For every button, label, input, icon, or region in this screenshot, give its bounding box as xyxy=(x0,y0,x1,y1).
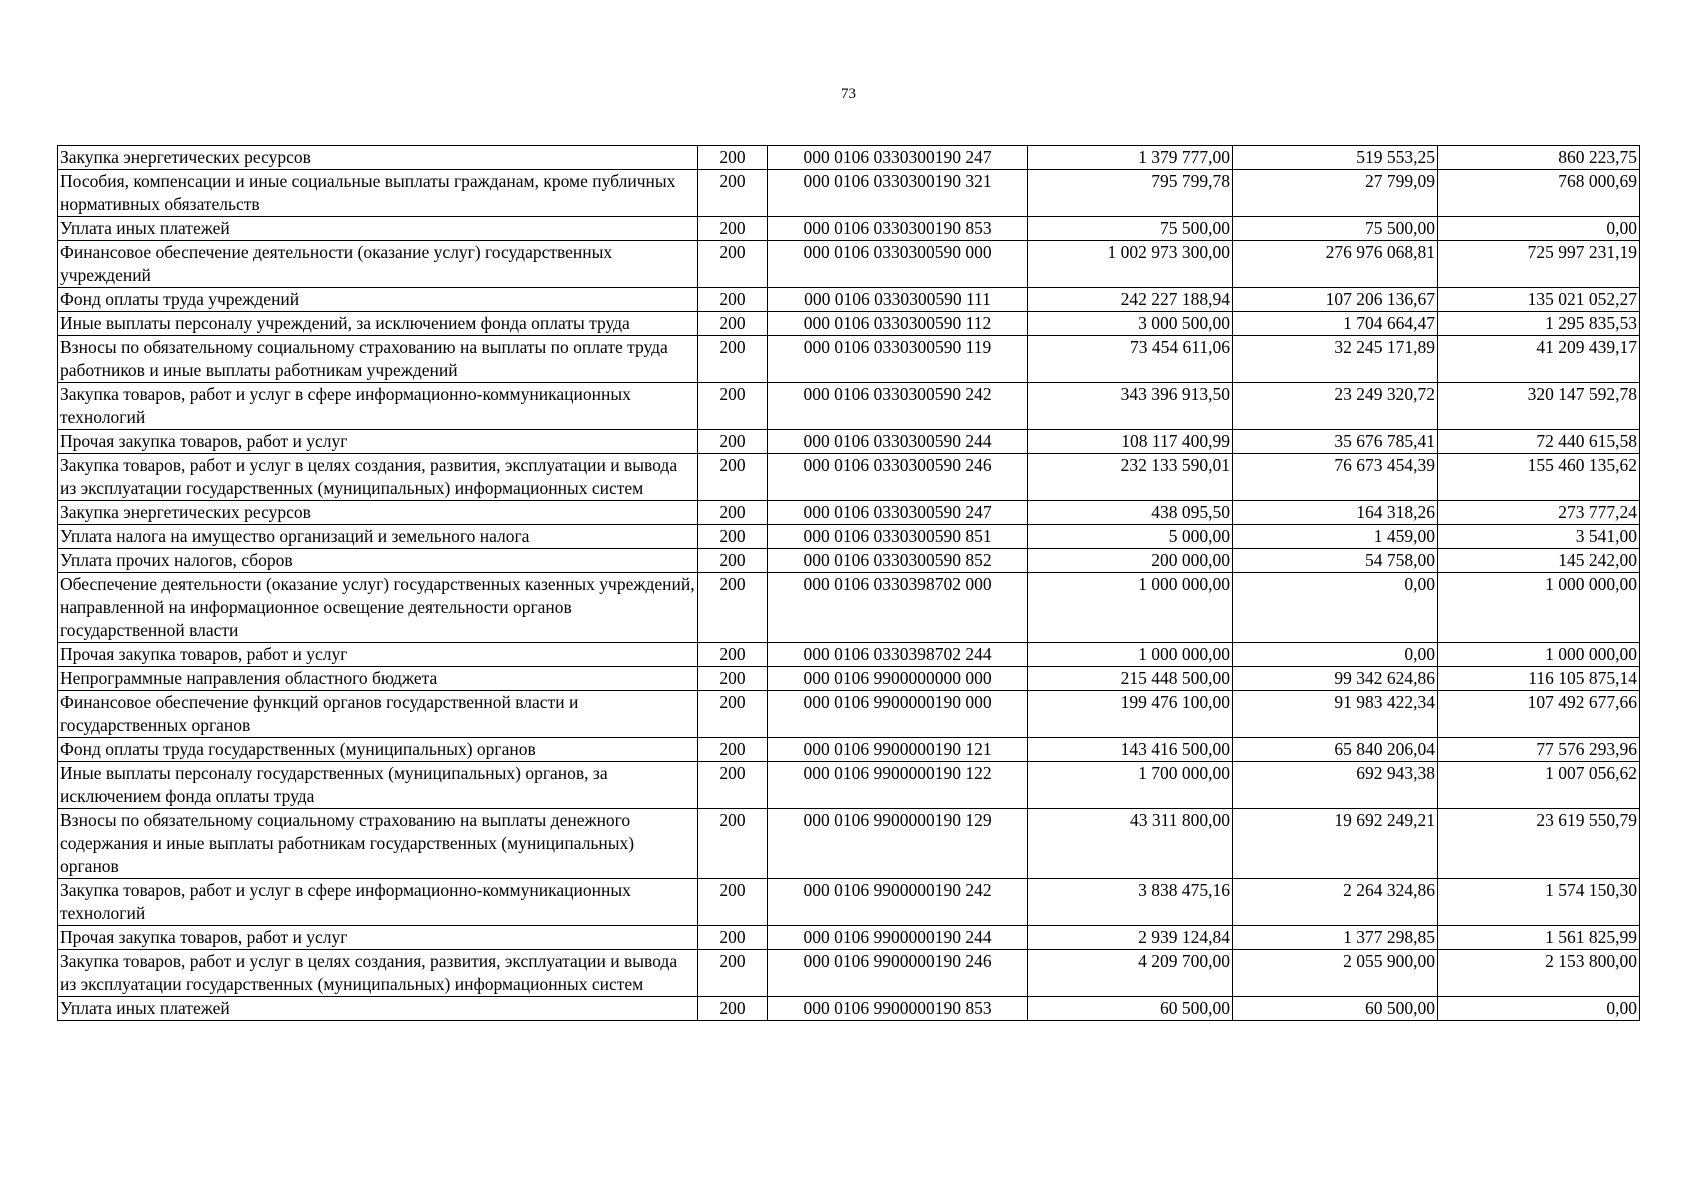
table-row xyxy=(58,691,1640,738)
row-classification: 000 0106 9900000000 000 xyxy=(768,667,1028,691)
budget-table xyxy=(57,145,1640,1021)
row-plan-amount: 232 133 590,01 xyxy=(1028,454,1233,501)
row-plan-amount: 1 000 000,00 xyxy=(1028,643,1233,667)
row-code: 200 xyxy=(698,170,768,217)
row-code: 200 xyxy=(698,217,768,241)
row-name: Непрограммные направления областного бюджета xyxy=(58,667,698,691)
row-remainder-amount: 3 541,00 xyxy=(1438,525,1640,549)
row-classification: 000 0106 0330300590 852 xyxy=(768,549,1028,573)
table-row xyxy=(58,336,1640,383)
table-row xyxy=(58,879,1640,926)
row-executed-amount: 19 692 249,21 xyxy=(1233,809,1438,879)
row-classification: 000 0106 9900000190 122 xyxy=(768,762,1028,809)
row-name: Прочая закупка товаров, работ и услуг xyxy=(58,926,698,950)
row-name: Иные выплаты персоналу учреждений, за исключением фонда оплаты труда xyxy=(58,312,698,336)
row-executed-amount: 1 377 298,85 xyxy=(1233,926,1438,950)
table-row xyxy=(58,549,1640,573)
row-code: 200 xyxy=(698,879,768,926)
table-row xyxy=(58,738,1640,762)
row-remainder-amount: 145 242,00 xyxy=(1438,549,1640,573)
row-plan-amount: 438 095,50 xyxy=(1028,501,1233,525)
row-code: 200 xyxy=(698,241,768,288)
table-row xyxy=(58,241,1640,288)
row-remainder-amount: 1 000 000,00 xyxy=(1438,573,1640,643)
row-name: Взносы по обязательному социальному страхованию на выплаты денежного содержания и иные выплаты работникам государственных (муниципальных) органов xyxy=(58,809,698,879)
row-code: 200 xyxy=(698,573,768,643)
row-remainder-amount: 23 619 550,79 xyxy=(1438,809,1640,879)
row-name: Прочая закупка товаров, работ и услуг xyxy=(58,643,698,667)
row-plan-amount: 108 117 400,99 xyxy=(1028,430,1233,454)
row-code: 200 xyxy=(698,525,768,549)
row-code: 200 xyxy=(698,926,768,950)
row-remainder-amount: 860 223,75 xyxy=(1438,146,1640,170)
row-classification: 000 0106 0330300590 244 xyxy=(768,430,1028,454)
row-plan-amount: 215 448 500,00 xyxy=(1028,667,1233,691)
row-classification: 000 0106 0330300590 000 xyxy=(768,241,1028,288)
row-plan-amount: 199 476 100,00 xyxy=(1028,691,1233,738)
table-row xyxy=(58,667,1640,691)
row-executed-amount: 0,00 xyxy=(1233,573,1438,643)
row-code: 200 xyxy=(698,312,768,336)
row-plan-amount: 2 939 124,84 xyxy=(1028,926,1233,950)
row-name: Пособия, компенсации и иные социальные выплаты гражданам, кроме публичных нормативных обязательств xyxy=(58,170,698,217)
table-row xyxy=(58,926,1640,950)
row-executed-amount: 27 799,09 xyxy=(1233,170,1438,217)
row-executed-amount: 99 342 624,86 xyxy=(1233,667,1438,691)
row-name: Взносы по обязательному социальному страхованию на выплаты по оплате труда работников и иные выплаты работникам учреждений xyxy=(58,336,698,383)
row-executed-amount: 32 245 171,89 xyxy=(1233,336,1438,383)
row-plan-amount: 5 000,00 xyxy=(1028,525,1233,549)
row-classification: 000 0106 0330300190 247 xyxy=(768,146,1028,170)
row-executed-amount: 76 673 454,39 xyxy=(1233,454,1438,501)
row-name: Закупка товаров, работ и услуг в целях создания, развития, эксплуатации и вывода из эксплуатации государственных (муниципальных) информационных систем xyxy=(58,950,698,997)
row-plan-amount: 200 000,00 xyxy=(1028,549,1233,573)
row-code: 200 xyxy=(698,146,768,170)
row-remainder-amount: 72 440 615,58 xyxy=(1438,430,1640,454)
row-remainder-amount: 135 021 052,27 xyxy=(1438,288,1640,312)
row-code: 200 xyxy=(698,336,768,383)
row-plan-amount: 143 416 500,00 xyxy=(1028,738,1233,762)
row-plan-amount: 43 311 800,00 xyxy=(1028,809,1233,879)
row-name: Закупка товаров, работ и услуг в сфере информационно-коммуникационных технологий xyxy=(58,383,698,430)
row-executed-amount: 276 976 068,81 xyxy=(1233,241,1438,288)
row-classification: 000 0106 9900000190 246 xyxy=(768,950,1028,997)
row-plan-amount: 3 838 475,16 xyxy=(1028,879,1233,926)
row-classification: 000 0106 9900000190 853 xyxy=(768,997,1028,1021)
row-executed-amount: 1 459,00 xyxy=(1233,525,1438,549)
row-remainder-amount: 116 105 875,14 xyxy=(1438,667,1640,691)
row-name: Закупка товаров, работ и услуг в целях создания, развития, эксплуатации и вывода из эксплуатации государственных (муниципальных) информационных систем xyxy=(58,454,698,501)
table-row xyxy=(58,170,1640,217)
row-plan-amount: 60 500,00 xyxy=(1028,997,1233,1021)
row-classification: 000 0106 0330300590 119 xyxy=(768,336,1028,383)
row-classification: 000 0106 0330300590 246 xyxy=(768,454,1028,501)
row-remainder-amount: 1 574 150,30 xyxy=(1438,879,1640,926)
row-code: 200 xyxy=(698,501,768,525)
page-number: 73 xyxy=(841,86,856,102)
row-executed-amount: 35 676 785,41 xyxy=(1233,430,1438,454)
row-name: Закупка товаров, работ и услуг в сфере информационно-коммуникационных технологий xyxy=(58,879,698,926)
row-plan-amount: 1 700 000,00 xyxy=(1028,762,1233,809)
row-remainder-amount: 320 147 592,78 xyxy=(1438,383,1640,430)
row-remainder-amount: 107 492 677,66 xyxy=(1438,691,1640,738)
row-remainder-amount: 1 561 825,99 xyxy=(1438,926,1640,950)
row-remainder-amount: 768 000,69 xyxy=(1438,170,1640,217)
row-executed-amount: 91 983 422,34 xyxy=(1233,691,1438,738)
row-name: Уплата иных платежей xyxy=(58,997,698,1021)
row-name: Финансовое обеспечение деятельности (оказание услуг) государственных учреждений xyxy=(58,241,698,288)
row-name: Прочая закупка товаров, работ и услуг xyxy=(58,430,698,454)
row-remainder-amount: 1 000 000,00 xyxy=(1438,643,1640,667)
table-row xyxy=(58,762,1640,809)
row-plan-amount: 1 000 000,00 xyxy=(1028,573,1233,643)
row-classification: 000 0106 9900000190 244 xyxy=(768,926,1028,950)
row-code: 200 xyxy=(698,691,768,738)
row-code: 200 xyxy=(698,738,768,762)
table-row xyxy=(58,997,1640,1021)
row-code: 200 xyxy=(698,643,768,667)
row-executed-amount: 519 553,25 xyxy=(1233,146,1438,170)
row-code: 200 xyxy=(698,762,768,809)
row-name: Уплата иных платежей xyxy=(58,217,698,241)
row-plan-amount: 1 002 973 300,00 xyxy=(1028,241,1233,288)
row-remainder-amount: 1 295 835,53 xyxy=(1438,312,1640,336)
row-executed-amount: 2 264 324,86 xyxy=(1233,879,1438,926)
row-plan-amount: 242 227 188,94 xyxy=(1028,288,1233,312)
row-executed-amount: 23 249 320,72 xyxy=(1233,383,1438,430)
row-executed-amount: 692 943,38 xyxy=(1233,762,1438,809)
table-row xyxy=(58,430,1640,454)
table-row xyxy=(58,950,1640,997)
row-executed-amount: 2 055 900,00 xyxy=(1233,950,1438,997)
row-code: 200 xyxy=(698,997,768,1021)
row-classification: 000 0106 0330300590 242 xyxy=(768,383,1028,430)
row-classification: 000 0106 0330300590 851 xyxy=(768,525,1028,549)
row-name: Уплата прочих налогов, сборов xyxy=(58,549,698,573)
row-remainder-amount: 0,00 xyxy=(1438,997,1640,1021)
row-executed-amount: 60 500,00 xyxy=(1233,997,1438,1021)
row-name: Фонд оплаты труда государственных (муниципальных) органов xyxy=(58,738,698,762)
row-code: 200 xyxy=(698,454,768,501)
table-row xyxy=(58,501,1640,525)
row-classification: 000 0106 0330300590 247 xyxy=(768,501,1028,525)
row-classification: 000 0106 0330300190 853 xyxy=(768,217,1028,241)
row-executed-amount: 107 206 136,67 xyxy=(1233,288,1438,312)
row-name: Закупка энергетических ресурсов xyxy=(58,146,698,170)
row-plan-amount: 1 379 777,00 xyxy=(1028,146,1233,170)
row-classification: 000 0106 0330300590 112 xyxy=(768,312,1028,336)
row-remainder-amount: 77 576 293,96 xyxy=(1438,738,1640,762)
row-classification: 000 0106 9900000190 129 xyxy=(768,809,1028,879)
row-remainder-amount: 725 997 231,19 xyxy=(1438,241,1640,288)
row-code: 200 xyxy=(698,383,768,430)
table-row xyxy=(58,525,1640,549)
row-executed-amount: 164 318,26 xyxy=(1233,501,1438,525)
row-executed-amount: 65 840 206,04 xyxy=(1233,738,1438,762)
row-code: 200 xyxy=(698,809,768,879)
table-row xyxy=(58,217,1640,241)
table-row xyxy=(58,809,1640,879)
row-code: 200 xyxy=(698,950,768,997)
row-name: Закупка энергетических ресурсов xyxy=(58,501,698,525)
row-name: Обеспечение деятельности (оказание услуг) государственных казенных учреждений, направленной на информационное освещение деятельности органов государственной власти xyxy=(58,573,698,643)
row-code: 200 xyxy=(698,549,768,573)
row-classification: 000 0106 9900000190 000 xyxy=(768,691,1028,738)
row-plan-amount: 73 454 611,06 xyxy=(1028,336,1233,383)
table-row xyxy=(58,288,1640,312)
row-classification: 000 0106 0330300590 111 xyxy=(768,288,1028,312)
row-plan-amount: 343 396 913,50 xyxy=(1028,383,1233,430)
table-row xyxy=(58,454,1640,501)
row-remainder-amount: 155 460 135,62 xyxy=(1438,454,1640,501)
row-executed-amount: 0,00 xyxy=(1233,643,1438,667)
row-remainder-amount: 273 777,24 xyxy=(1438,501,1640,525)
row-classification: 000 0106 0330300190 321 xyxy=(768,170,1028,217)
row-code: 200 xyxy=(698,667,768,691)
table-row xyxy=(58,383,1640,430)
row-remainder-amount: 0,00 xyxy=(1438,217,1640,241)
row-name: Финансовое обеспечение функций органов государственной власти и государственных органов xyxy=(58,691,698,738)
row-remainder-amount: 2 153 800,00 xyxy=(1438,950,1640,997)
row-classification: 000 0106 0330398702 000 xyxy=(768,573,1028,643)
row-code: 200 xyxy=(698,288,768,312)
row-classification: 000 0106 9900000190 121 xyxy=(768,738,1028,762)
row-code: 200 xyxy=(698,430,768,454)
table-row xyxy=(58,146,1640,170)
row-remainder-amount: 41 209 439,17 xyxy=(1438,336,1640,383)
row-plan-amount: 75 500,00 xyxy=(1028,217,1233,241)
row-classification: 000 0106 9900000190 242 xyxy=(768,879,1028,926)
row-executed-amount: 1 704 664,47 xyxy=(1233,312,1438,336)
row-plan-amount: 4 209 700,00 xyxy=(1028,950,1233,997)
row-name: Иные выплаты персоналу государственных (муниципальных) органов, за исключением фонда оплаты труда xyxy=(58,762,698,809)
table-row xyxy=(58,643,1640,667)
row-executed-amount: 75 500,00 xyxy=(1233,217,1438,241)
table-row xyxy=(58,573,1640,643)
row-executed-amount: 54 758,00 xyxy=(1233,549,1438,573)
row-name: Уплата налога на имущество организаций и земельного налога xyxy=(58,525,698,549)
row-plan-amount: 795 799,78 xyxy=(1028,170,1233,217)
row-plan-amount: 3 000 500,00 xyxy=(1028,312,1233,336)
table-row xyxy=(58,312,1640,336)
budget-table-body xyxy=(58,146,1640,1021)
row-remainder-amount: 1 007 056,62 xyxy=(1438,762,1640,809)
row-name: Фонд оплаты труда учреждений xyxy=(58,288,698,312)
row-classification: 000 0106 0330398702 244 xyxy=(768,643,1028,667)
